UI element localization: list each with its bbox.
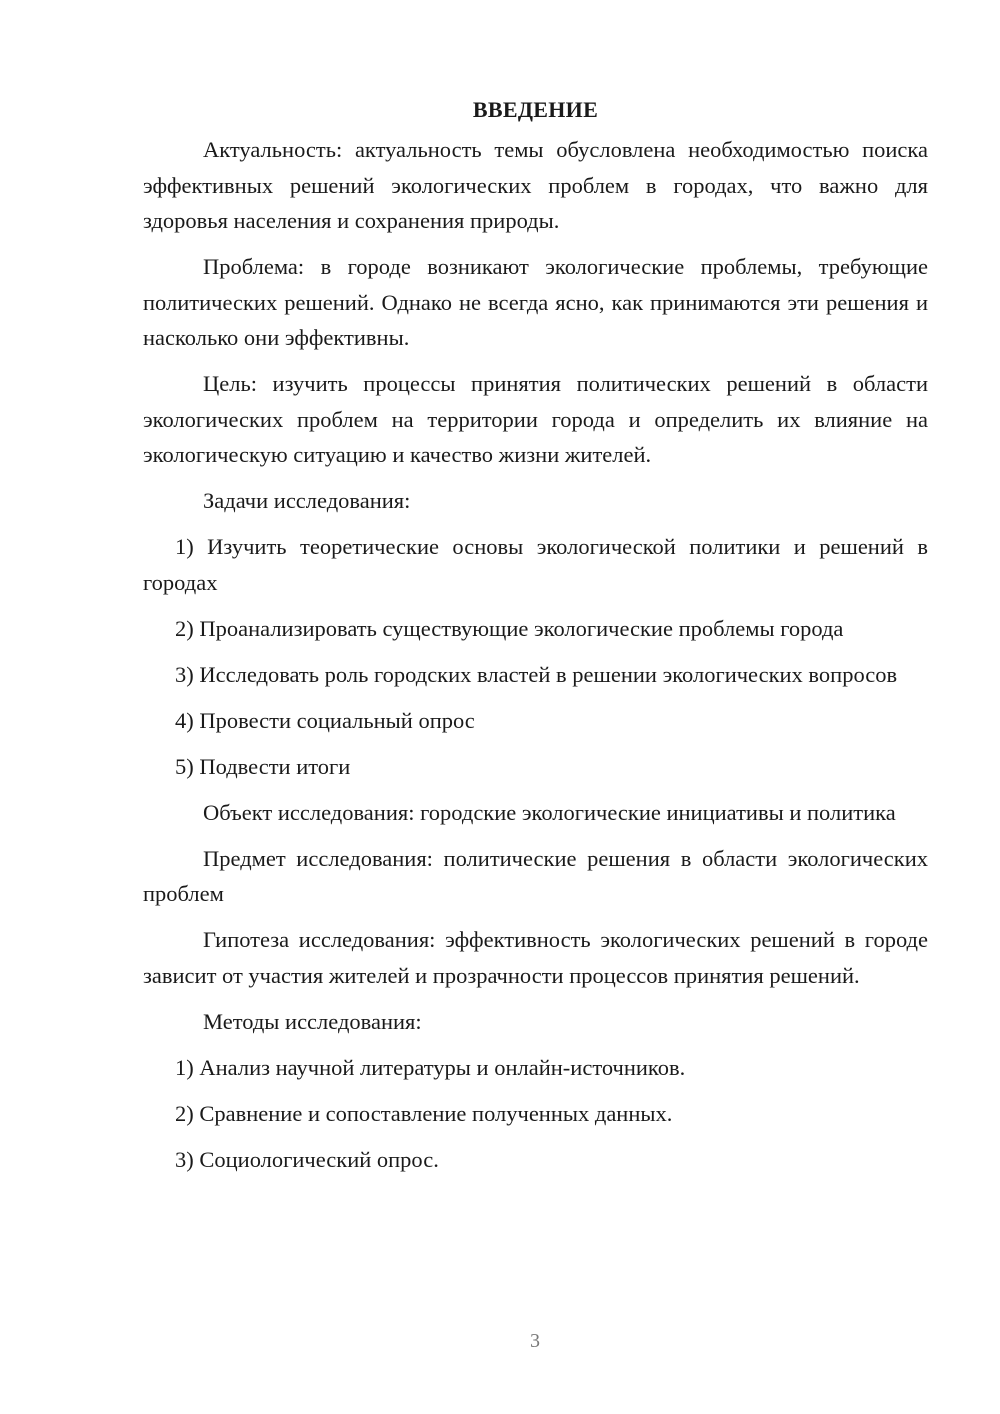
page-number: 3 bbox=[530, 1330, 540, 1352]
section-heading: ВВЕДЕНИЕ bbox=[472, 97, 599, 122]
task-item-3: 3) Исследовать роль городских властей в решении экологических вопросов bbox=[175, 661, 898, 687]
method-item-2: 2) Сравнение и сопоставление полученных данных. bbox=[175, 1100, 673, 1126]
task-item-5: 5) Подвести итоги bbox=[175, 753, 351, 779]
problem-paragraph: Проблема: в городе возникают экологические проблемы, требующие политических решений. Однако не всегда ясно, как принимаются эти решения и насколько они эффективны. bbox=[143, 254, 928, 350]
subject-paragraph: Предмет исследования: политические решения в области экологических проблем bbox=[143, 845, 928, 906]
hypothesis-paragraph: Гипотеза исследования: эффективность экологических решений в городе зависит от участия жителей и прозрачности процессов принятия решений. bbox=[143, 927, 928, 988]
object-paragraph: Объект исследования: городские экологические инициативы и политика bbox=[203, 799, 896, 825]
task-item-1: 1) Изучить теоретические основы экологической политики и решений в городах bbox=[143, 534, 928, 595]
document-page bbox=[143, 92, 928, 1188]
method-item-1: 1) Анализ научной литературы и онлайн-источников. bbox=[175, 1054, 686, 1080]
goal-paragraph: Цель: изучить процессы принятия политических решений в области экологических проблем на территории города и определить их влияние на экологическую ситуацию и качество жизни жителей. bbox=[143, 371, 928, 467]
tasks-heading: Задачи исследования: bbox=[203, 488, 411, 513]
task-item-2: 2) Проанализировать существующие экологические проблемы города bbox=[175, 615, 844, 641]
task-item-4: 4) Провести социальный опрос bbox=[175, 707, 475, 733]
methods-heading: Методы исследования: bbox=[203, 1008, 422, 1034]
relevance-paragraph: Актуальность: актуальность темы обусловлена необходимостью поиска эффективных решений экологических проблем в городах, что важно для здоровья населения и сохранения природы. bbox=[143, 137, 928, 233]
method-item-3: 3) Социологический опрос. bbox=[175, 1146, 439, 1172]
